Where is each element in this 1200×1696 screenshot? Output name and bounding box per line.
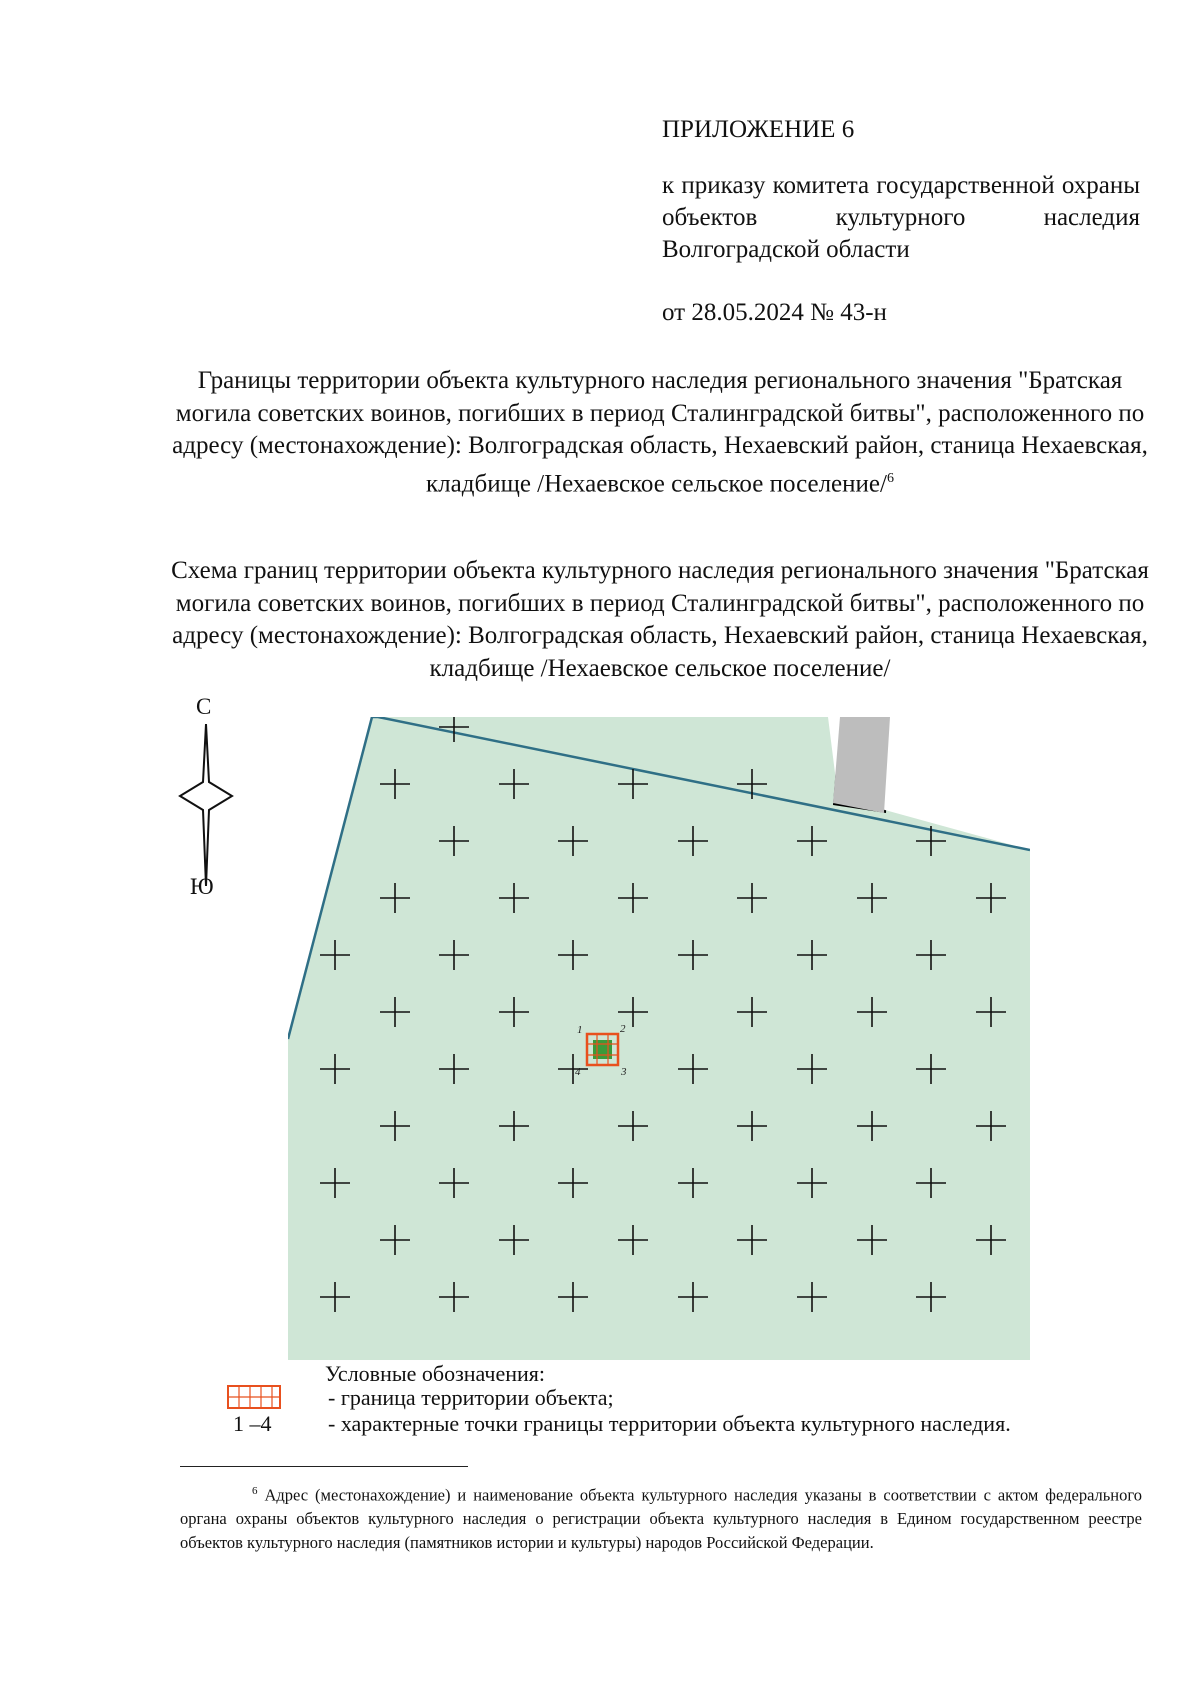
appendix-title: ПРИЛОЖЕНИЕ 6 [662,116,855,143]
main-title [160,365,1160,500]
legend-heading: Условные обозначения: [325,1361,546,1386]
legend-boundary-label: - граница территории объекта; [328,1385,614,1410]
footnote-separator [180,1466,468,1467]
boundary-point-1: 1 [577,1024,583,1036]
footnote-text: Адрес (местонахождение) и наименование объекта культурного наследия указаны в соответствии с актом федерального органа охраны объектов культурного наследия о регистрации объекта культурного наследия в Едином государственном реестре объектов культурного наследия (памятников истории и культуры) народов Российской Федерации. [180,1485,1142,1552]
main-title-text: Границы территории объекта культурного наследия регионального значения "Братская могила советских воинов, погибших в период Сталинградской битвы", расположенного по адресу (местонахождение): Волгоградская область, Нехаевский район, станица Нехаевская, кладбище /Нехаевское сельское поселение/ [172,367,1148,497]
compass-north-label: С [196,694,212,719]
legend-points-symbol: 1 –4 [233,1411,272,1436]
footnote [180,1480,1142,1554]
boundary-point-3: 3 [621,1066,627,1078]
order-reference: к приказу комитета государственной охраны объектов культурного наследия Волгоградской области [662,172,1140,263]
footnote-mark: 6 [252,1485,258,1497]
legend-boundary-symbol [226,1384,282,1410]
footnote-reference: 6 [886,470,894,486]
scheme-title: Схема границ территории объекта культурного наследия регионального значения "Братская могила советских воинов, погибших в период Сталинградской битвы", расположенного по адресу (местонахождение): Волгоградская область, Нехаевский район, станица Нехаевская, кладбище /Нехаевское сельское поселение/ [171,557,1149,682]
road-strip-visible [833,717,890,813]
boundary-map [288,717,1030,1360]
legend-points-label: - характерные точки границы территории объекта культурного наследия. [328,1411,1011,1436]
compass-south-label: Ю [190,874,214,899]
boundary-point-4: 4 [575,1066,581,1078]
order-date: от 28.05.2024 № 43-н [662,299,887,326]
compass-rose-icon [178,722,234,888]
boundary-point-2: 2 [620,1023,626,1035]
burial-object [593,1040,612,1059]
